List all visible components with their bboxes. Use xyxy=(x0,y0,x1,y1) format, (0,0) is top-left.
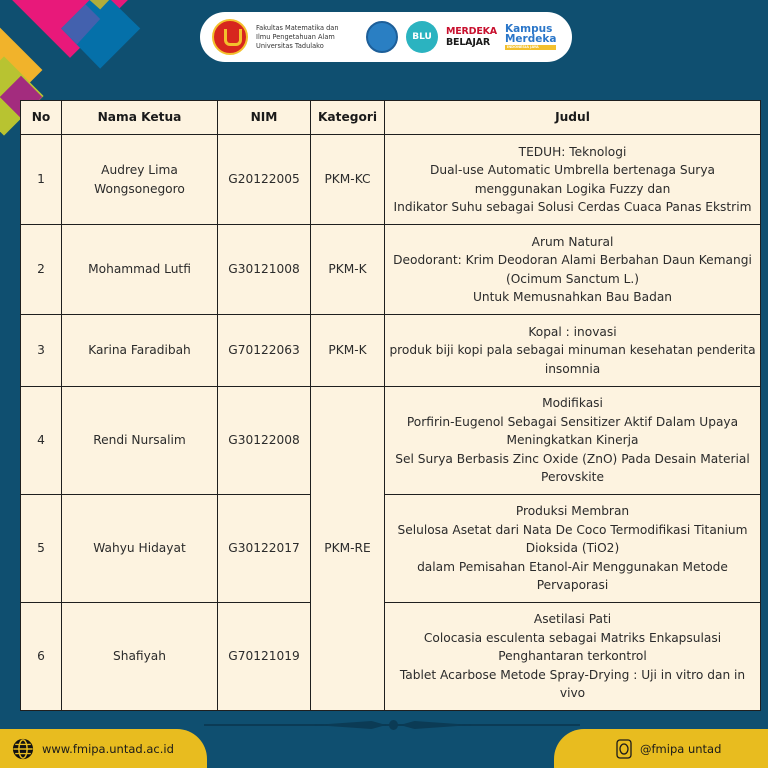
cell-no: 4 xyxy=(21,387,62,495)
cell-kategori: PKM-K xyxy=(311,315,385,387)
cell-nim: G70121019 xyxy=(218,603,311,711)
cell-nim: G30122017 xyxy=(218,495,311,603)
table-header-row xyxy=(21,101,761,135)
cell-nim: G30122008 xyxy=(218,387,311,495)
blu-logo: BLU xyxy=(406,21,438,53)
website-link[interactable]: www.fmipa.untad.ac.id xyxy=(42,742,174,756)
blue-diamond-shape xyxy=(25,0,150,95)
instagram-icon xyxy=(616,739,632,759)
header-judul: Judul xyxy=(385,101,761,135)
cell-nama: Karina Faradibah xyxy=(62,315,218,387)
globe-icon xyxy=(12,738,34,760)
cell-judul: Asetilasi Pati Colocasia esculenta sebagai Matriks Enkapsulasi Penghantaran terkontrol Tablet Acarbose Metode Spray-Drying : Uji in vitro dan in vivo xyxy=(385,603,761,711)
cell-nim: G70122063 xyxy=(218,315,311,387)
cell-kategori: PKM-K xyxy=(311,225,385,315)
cell-no: 5 xyxy=(21,495,62,603)
table-row xyxy=(21,315,761,387)
cell-no: 1 xyxy=(21,135,62,225)
header-logo-bar xyxy=(200,12,572,62)
cell-judul: TEDUH: Teknologi Dual-use Automatic Umbrella bertenaga Surya menggunakan Logika Fuzzy dan Indikator Suhu sebagai Solusi Cerdas Cuaca Panas Ekstrim xyxy=(385,135,761,225)
header-no: No xyxy=(21,101,62,135)
ornament-divider xyxy=(204,720,580,730)
header-nim: NIM xyxy=(218,101,311,135)
cell-no: 3 xyxy=(21,315,62,387)
cell-nama: Mohammad Lutfi xyxy=(62,225,218,315)
footer-instagram[interactable] xyxy=(554,729,768,768)
table-row xyxy=(21,387,761,495)
cell-nim: G30121008 xyxy=(218,225,311,315)
faculty-name: Fakultas Matematika dan Ilmu Pengetahuan Alam Universitas Tadulako xyxy=(256,23,339,50)
cell-kategori-merged: PKM-RE xyxy=(311,387,385,711)
cell-nama: Rendi Nursalim xyxy=(62,387,218,495)
instagram-handle[interactable]: @fmipa untad xyxy=(640,742,722,756)
table-row xyxy=(21,495,761,603)
cell-judul: Produksi Membran Selulosa Asetat dari Nata De Coco Termodifikasi Titanium Dioksida (TiO2) dalam Pemisahan Etanol-Air Menggunakan Metode Pervaporasi xyxy=(385,495,761,603)
tut-wuri-handayani-icon xyxy=(366,21,398,53)
header-kategori: Kategori xyxy=(311,101,385,135)
cell-no: 6 xyxy=(21,603,62,711)
untad-emblem-icon xyxy=(212,19,248,55)
cell-judul: Modifikasi Porfirin-Eugenol Sebagai Sensitizer Aktif Dalam Upaya Meningkatkan Kinerja Sel Surya Berbasis Zinc Oxide (ZnO) Pada Desain Material Perovskite xyxy=(385,387,761,495)
merdeka-belajar-logo: MERDEKA BELAJAR xyxy=(446,26,497,48)
table-row xyxy=(21,603,761,711)
table-row xyxy=(21,225,761,315)
table-row xyxy=(21,135,761,225)
cell-nama: Wahyu Hidayat xyxy=(62,495,218,603)
kampus-merdeka-logo: Kampus Merdeka INDONESIA JAYA xyxy=(504,23,557,49)
footer-website[interactable] xyxy=(0,729,207,768)
cell-nama: Audrey Lima Wongsonegoro xyxy=(62,135,218,225)
cell-nama: Shafiyah xyxy=(62,603,218,711)
cell-kategori: PKM-KC xyxy=(311,135,385,225)
cell-judul: Arum Natural Deodorant: Krim Deodoran Alami Berbahan Daun Kemangi (Ocimum Sanctum L.) Untuk Memusnahkan Bau Badan xyxy=(385,225,761,315)
cell-no: 2 xyxy=(21,225,62,315)
cell-judul: Kopal : inovasi produk biji kopi pala sebagai minuman kesehatan penderita insomnia xyxy=(385,315,761,387)
header-nama-ketua: Nama Ketua xyxy=(62,101,218,135)
pkm-table xyxy=(20,100,761,711)
cell-nim: G20122005 xyxy=(218,135,311,225)
